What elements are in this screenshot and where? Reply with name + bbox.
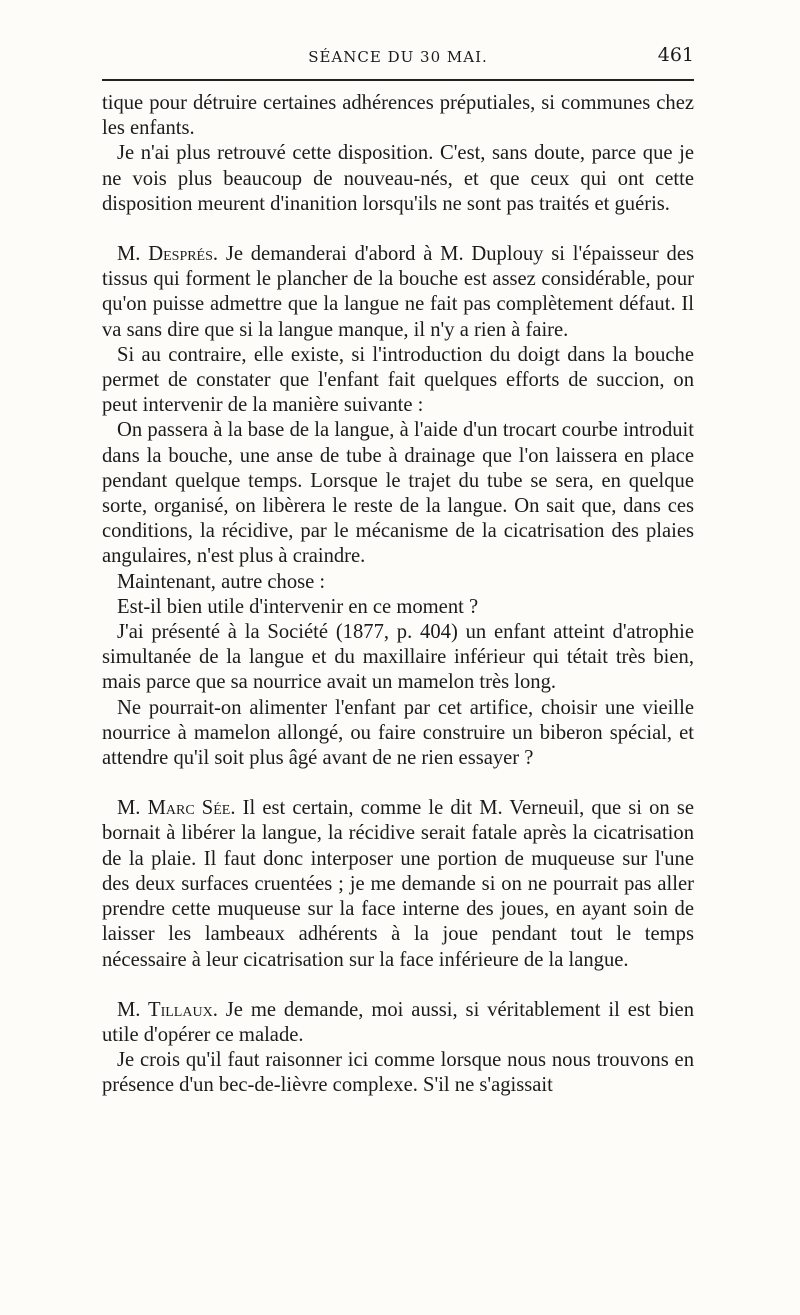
paragraph: Ne pourrait-on alimenter l'enfant par cet artifice, choisir une vieille nourrice à mamelon allongé, ou faire construire un biberon spécial, et attendre qu'il soit plus âgé avant de ne rien essayer ? bbox=[102, 696, 694, 770]
page-number: 461 bbox=[657, 44, 694, 66]
body-text bbox=[102, 91, 694, 1099]
paragraph: Je crois qu'il faut raisonner ici comme lorsque nous nous trouvons en présence d'un bec-de-lièvre complexe. S'il ne s'agissait bbox=[102, 1049, 694, 1097]
speaker-name: M. Tillaux. bbox=[117, 998, 218, 1021]
paragraph: Maintenant, autre chose : bbox=[117, 570, 326, 593]
paragraph: M. Després. Je demanderai d'abord à M. Duplouy si l'épaisseur des tissus qui forment le plancher de la bouche est assez considérable, pour qu'on puisse admettre que la langue ne fait pas complètement défaut. Il va sans dire que si la langue manque, il n'y a rien à faire. bbox=[102, 243, 695, 341]
paragraph: Je n'ai plus retrouvé cette disposition. C'est, sans doute, parce que je ne vois plus beaucoup de nouveau-nés, et que ceux qui ont cette disposition meurent d'inanition lorsqu'ils ne sont pas traités et guéris. bbox=[102, 142, 694, 215]
paragraph: On passera à la base de la langue, à l'aide d'un trocart courbe introduit dans la bouche, une anse de tube à drainage que l'on laissera en place pendant quelque temps. Lorsque le trajet du tube se sera, en quelque sorte, organisé, on libèrera le reste de la langue. On sait que, dans ces conditions, la récidive, par le mécanisme de la cicatrisation des plaies angulaires, n'est plus à craindre. bbox=[102, 419, 694, 568]
paragraph: Est-il bien utile d'intervenir en ce moment ? bbox=[117, 595, 479, 618]
paragraph: tique pour détruire certaines adhérences préputiales, si communes chez les enfants. bbox=[102, 92, 694, 140]
running-title: SÉANCE DU 30 MAI. bbox=[308, 48, 488, 66]
speaker-name: M. Després. bbox=[117, 243, 219, 266]
paragraph: M. Tillaux. Je me demande, moi aussi, si véritablement il est bien utile d'opérer ce malade. bbox=[102, 998, 694, 1046]
paragraph: Si au contraire, elle existe, si l'introduction du doigt dans la bouche permet de constater que l'enfant fait quelques efforts de succion, on peut intervenir de la manière suivante : bbox=[102, 343, 694, 417]
speaker-name: M. Marc Sée. bbox=[117, 797, 236, 820]
page-header bbox=[102, 44, 694, 74]
header-rule bbox=[102, 79, 694, 81]
paragraph: J'ai présenté à la Société (1877, p. 404) un enfant atteint d'atrophie simultanée de la langue et du maxillaire inférieur qui tétait très bien, mais parce que sa nourrice avait un mamelon très long. bbox=[102, 621, 694, 694]
paragraph: M. Marc Sée. Il est certain, comme le dit M. Verneuil, que si on se bornait à libérer la langue, la récidive serait fatale après la cicatrisation de la plaie. Il faut donc interposer une portion de muqueuse sur l'une des deux surfaces cruentées ; je me demande si on ne pourrait pas aller prendre cette muqueuse sur la face interne des joues, en ayant soin de laisser les lambeaux adhérents à la joue pendant tout le temps nécessaire à leur cicatrisation sur la face inférieure de la langue. bbox=[102, 797, 695, 971]
